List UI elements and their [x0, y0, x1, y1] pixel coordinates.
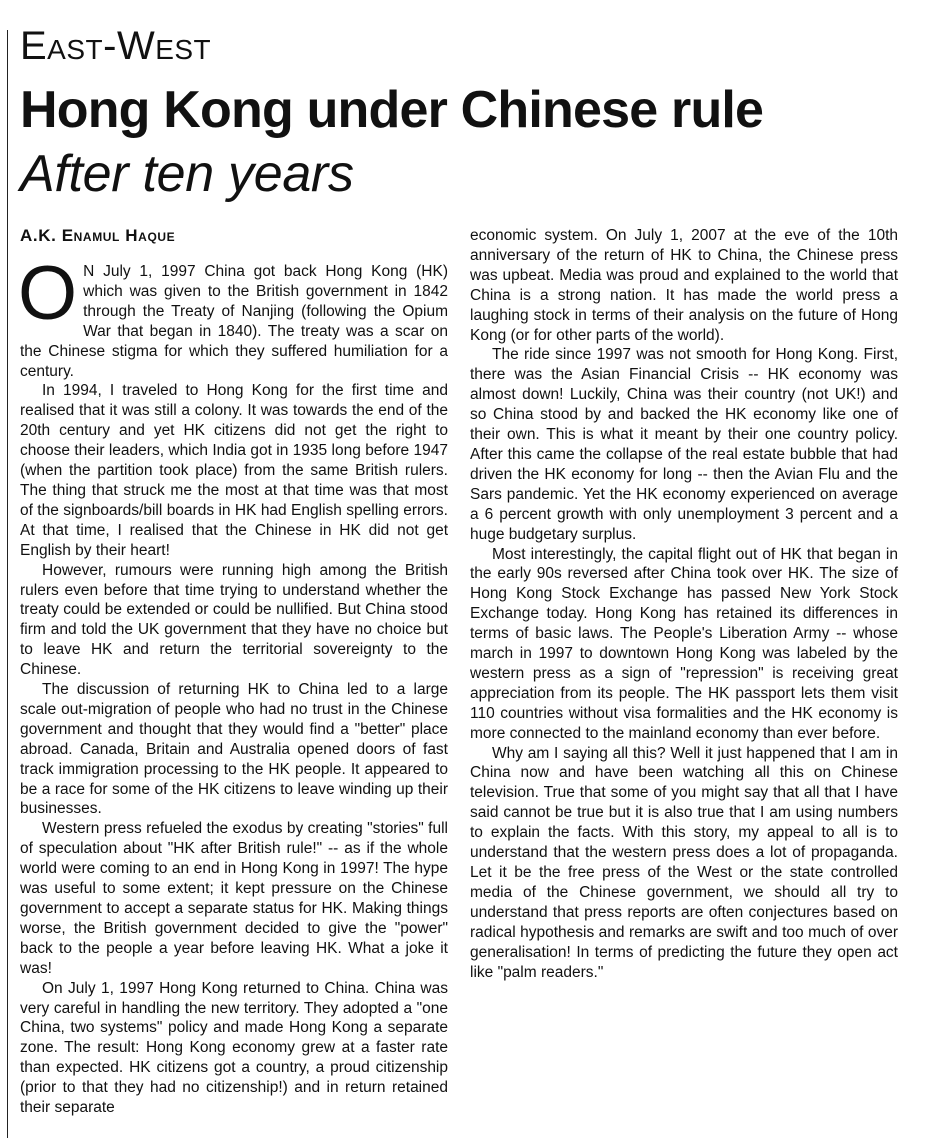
headline: Hong Kong under Chinese rule [20, 81, 764, 139]
paragraph-2: In 1994, I traveled to Hong Kong for the first time and realised that it was still a colony. It was towards the end of the 20th century and yet HK citizens did not get the right to choose their leaders, which India got in 1935 long before 1947 (when the partition took place) from the same British rulers. The thing that struck me the most at that time was that most of the signboards/bill boards in HK had English spelling errors. At that time, I realised that the Chinese in HK did not get English by their heart! [20, 382, 448, 559]
paragraph-6-continued: economic system. On July 1, 2007 at the eve of the 10th anniversary of the return of HK to China, the Chinese press was upbeat. Media was proud and explained to the world that China is a strong nation. It has made the world press a laughing stock in terms of their analysis on the future of Hong Kong (or for other parts of the world). [470, 227, 898, 344]
column-rule [7, 30, 8, 1138]
paragraph-7: The ride since 1997 was not smooth for Hong Kong. First, there was the Asian Financial Crisis -- HK economy was almost down! Luckily, China was their country (not UK!) and so China stood by and backed the HK economy like one of their own. This is what it meant by their one country policy. After this came the collapse of the real estate bubble that had driven the HK economy for long -- then the Avian Flu and the Sars pandemic. Yet the HK economy experienced on average a 6 percent growth with only unemployment 3 percent and a huge budgetary surplus. [470, 346, 898, 543]
paragraph-1 [18, 251, 448, 381]
paragraph-6: On July 1, 1997 Hong Kong returned to China. China was very careful in handling the new territory. They adopted a "one China, two systems" policy and made Hong Kong a separate zone. The result: Hong Kong economy grew at a faster rate than expected. HK citizens got a country, a proud citizenship (prior to that they had no citizenship!) and in return retained their separate [20, 979, 448, 1117]
paragraph-3: However, rumours were running high among the British rulers even before that time trying to understand whether the treaty could be extended or could be nullified. But China stood firm and told the UK government that they have no choice but to leave HK and return the territorial sovereignty to the Chinese. [20, 561, 448, 679]
drop-cap: O [18, 251, 78, 336]
paragraph-1-text: N July 1, 1997 China got back Hong Kong (HK) which was given to the British government in 1842 through the Treaty of Nanjing (following the Opium War that began in 1840). The treaty was a scar on the Chinese stigma for which they suffered humiliation for a century. [20, 263, 448, 380]
paragraph-5: Western press refueled the exodus by creating "stories" full of speculation about "HK after British rule!" -- as if the whole world were coming to an end in Hong Kong in 1997! The hype was useful to some extent; it kept pressure on the Chinese government to accept a separate status for HK. Making things worse, the British government decided to give the "power" back to the people a year before leaving HK. What a joke it was! [20, 820, 448, 977]
article-column-left [18, 251, 448, 1118]
kicker: East-West [20, 24, 212, 68]
byline: A.K. Enamul Haque [20, 226, 176, 245]
paragraph-8: Most interestingly, the capital flight out of HK that began in the early 90s reversed after China took over HK. The size of Hong Kong Stock Exchange has passed New York Stock Exchange today. Hong Kong has retained its differences in terms of basic laws. The People's Liberation Army -- whose march in 1997 to downtown Hong Kong was labeled by the western press as a sign of "repression" is receiving great appreciation from its people. The HK passport lets them visit 110 countries without visa formalities and the HK economy is more connected to the mainland economy than ever before. [470, 545, 898, 742]
paragraph-9: Why am I saying all this? Well it just happened that I am in China now and have been watching all this on Chinese television. True that some of you might say that all that I have said cannot be true but it is also true that I am using numbers to explain the facts. With this story, my appeal to all is to understand that the western press does a lot of propaganda. Let it be the free press of the West or the state controlled media of the Chinese government, we should all try to understand that press reports are often conjectures based on radical hypothesis and remarks are swift and too much of over generalisation! In terms of predicting the future they open act like "palm readers." [470, 744, 898, 981]
article-column-right [470, 226, 898, 982]
subheadline: After ten years [20, 145, 354, 203]
paragraph-4: The discussion of returning HK to China led to a large scale out-migration of people who had no trust in the Chinese government and thought that they would find a "better" place abroad. Canada, Britain and Australia opened doors of fast track immigration processing to the HK people. It appeared to be a race for some of the HK citizens to leave winding up their businesses. [20, 681, 448, 818]
